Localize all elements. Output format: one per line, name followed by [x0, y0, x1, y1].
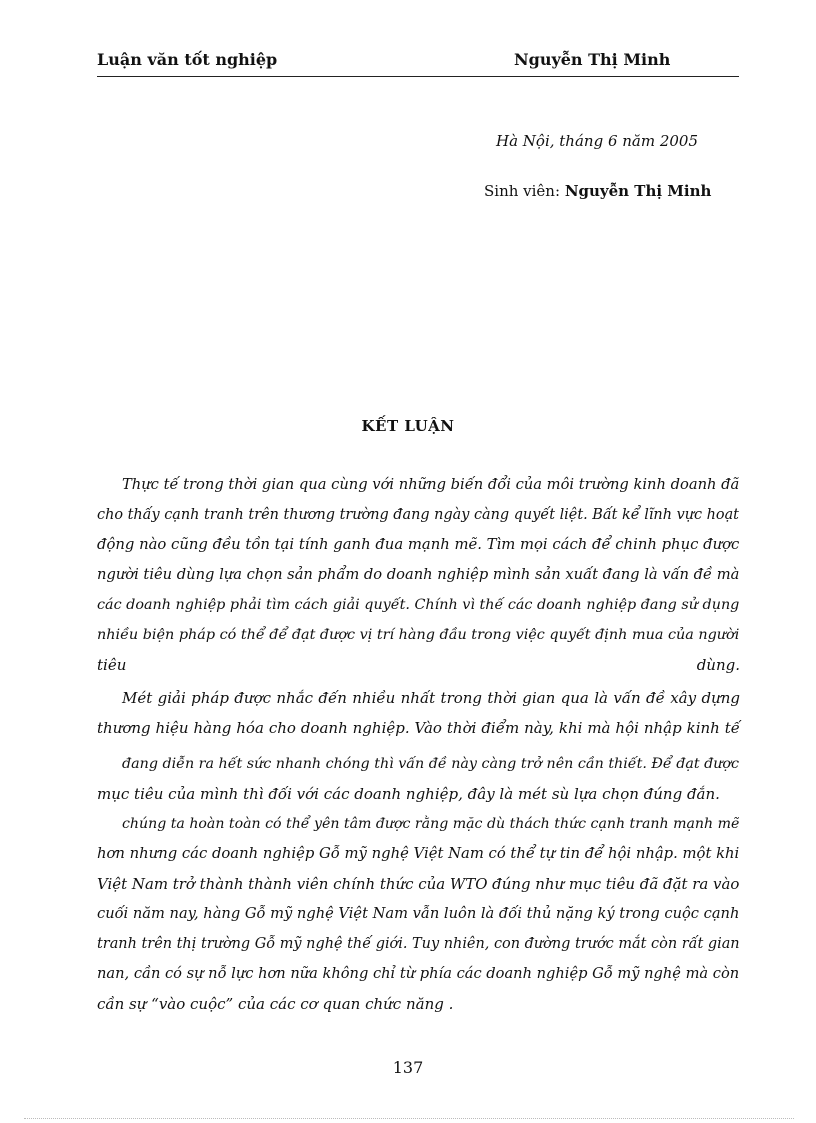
paragraph-2	[97, 683, 740, 809]
student-name: Nguyễn Thị Minh	[564, 182, 712, 200]
signature-student	[484, 182, 711, 200]
paragraph-line: mục tiêu của mình thì đối với các doanh nghiệp, đây là mét sù lựa chọn đúng đắn.	[97, 785, 720, 803]
page-header	[97, 48, 739, 77]
paragraph-line: Việt Nam trở thành thành viên chính thức của WTO đúng như mục tiêu đã đặt ra vào	[97, 875, 740, 893]
paragraph-line: cho thấy cạnh tranh trên thương trường đang ngày càng quyết liệt. Bất kể lĩnh vực hoạt	[97, 507, 739, 523]
paragraph-line: thương hiệu hàng hóa cho doanh nghiệp. Vào thời điểm này, khi mà hội nhập kinh tế	[97, 719, 740, 737]
header-author: Nguyễn Thị Minh	[514, 50, 671, 69]
section-title: KẾT LUẬN	[361, 417, 455, 435]
paragraph-1	[97, 470, 740, 680]
paragraph-line: hơn nhưng các doanh nghiệp Gỗ mỹ nghệ Việt Nam có thể tự tin để hội nhập. một khi	[97, 845, 740, 862]
paragraph-line: đang diễn ra hết sức nhanh chóng thì vấn đề này càng trở nên cần thiết. Để đạt được	[122, 756, 740, 772]
paragraph-line: các doanh nghiệp phải tìm cách giải quyết. Chính vì thế các doanh nghiệp đang sử dụng	[97, 597, 740, 613]
paragraph-line: Thực tế trong thời gian qua cùng với những biến đổi của môi trường kinh doanh đã	[122, 476, 740, 493]
paragraph-line: nhiều biện pháp có thể để đạt được vị trí hàng đầu trong việc quyết định mua của người	[97, 627, 740, 643]
paragraph-line: chúng ta hoàn toàn có thể yên tâm được rằng mặc dù thách thức cạnh tranh mạnh mẽ	[122, 816, 740, 832]
paragraph-line: cần sự “vào cuộc” của các cơ quan chức năng .	[97, 995, 454, 1013]
paragraph-line: tranh trên thị trường Gỗ mỹ nghệ thế giới. Tuy nhiên, con đường trước mắt còn rất gian	[97, 936, 740, 952]
paragraph-3	[97, 809, 740, 1019]
paragraph-line: động nào cũng đều tồn tại tính ganh đua mạnh mẽ. Tìm mọi cách để chinh phục được	[97, 536, 740, 553]
last-line-start: tiêu	[97, 656, 127, 674]
paragraph-line: nan, cần có sự nỗ lực hơn nữa không chỉ từ phía các doanh nghiệp Gỗ mỹ nghệ mà còn	[97, 965, 740, 982]
page-number: 137	[392, 1058, 424, 1077]
paragraph-line: Mét giải pháp được nhắc đến nhiều nhất trong thời gian qua là vấn đề xây dựng	[122, 689, 740, 707]
last-line-end: dùng.	[696, 656, 740, 674]
signature-date: Hà Nội, tháng 6 năm 2005	[496, 132, 699, 150]
header-thesis-label: Luận văn tốt nghiệp	[97, 50, 278, 69]
paragraph-line: cuối năm nay, hàng Gỗ mỹ nghệ Việt Nam vẫn luôn là đối thủ nặng ký trong cuộc cạnh	[97, 905, 740, 922]
student-label: Sinh viên:	[484, 182, 561, 200]
paragraph-line: người tiêu dùng lựa chọn sản phẩm do doanh nghiệp mình sản xuất đang là vấn đề mà	[97, 566, 740, 583]
page-bottom-divider	[24, 1118, 794, 1119]
paragraph-last-line	[97, 650, 740, 680]
conclusion-body	[97, 470, 740, 1019]
